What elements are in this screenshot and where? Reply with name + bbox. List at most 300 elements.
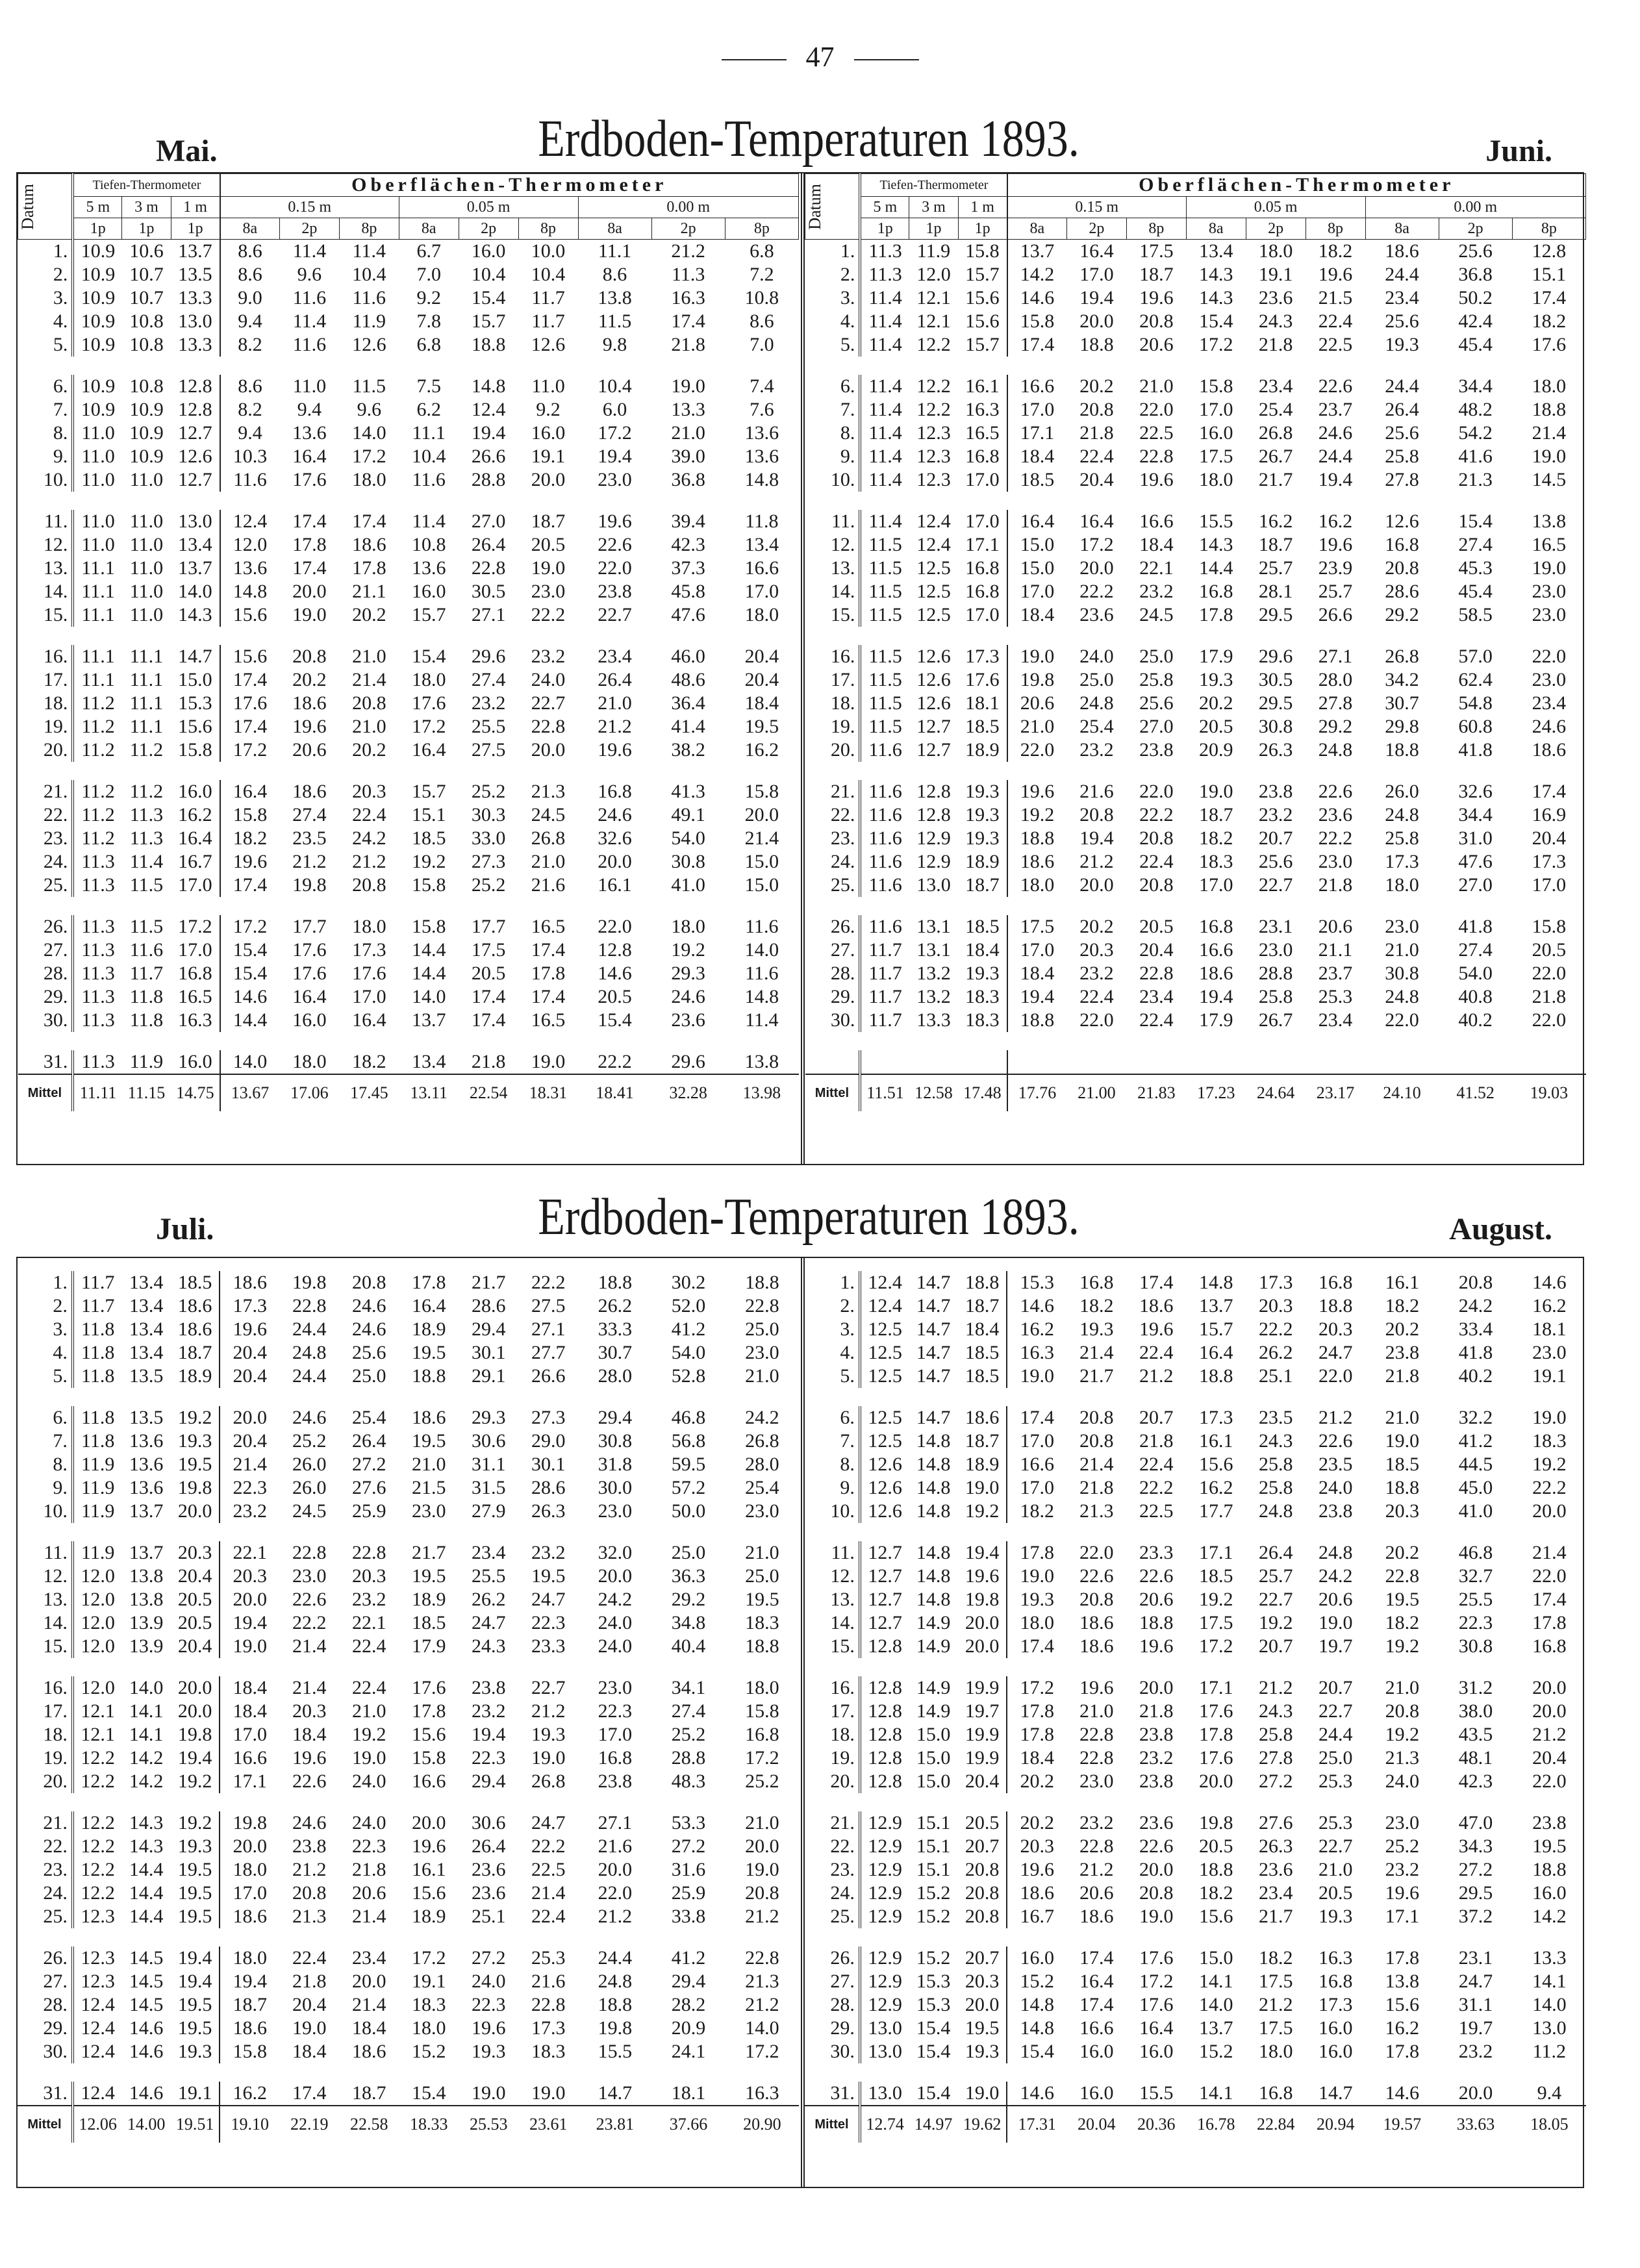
cell: 27.5 (531, 1295, 566, 1317)
cell: 25.4 (745, 1477, 779, 1498)
cell: 11.1 (81, 669, 115, 690)
cell: 29.6 (471, 646, 506, 667)
cell: 12.9 (868, 1859, 902, 1880)
cell: 16.8 (958, 580, 1007, 603)
cell: 18.0 (352, 916, 386, 937)
cell: 19.0 (958, 2082, 1007, 2106)
cell: 25.2 (471, 874, 506, 896)
cell: 22.0 (1079, 1542, 1114, 1563)
cell: 18.6 (233, 1272, 268, 1293)
cell: 12.4 (471, 399, 506, 420)
cell: 15.0 (744, 851, 779, 872)
table-row (18, 1406, 799, 1430)
cell: 23.2 (471, 1700, 506, 1722)
table-row (805, 645, 1586, 668)
cell: 12.8 (171, 398, 220, 422)
cell: 21.3 (745, 1971, 779, 1992)
cell: 16.3 (171, 1009, 220, 1032)
table-row (805, 1476, 1586, 1500)
cell: 30.3 (471, 804, 506, 825)
cell: 23.0 (1385, 916, 1419, 937)
cell: 27.7 (531, 1342, 566, 1363)
day-label: 12. (805, 533, 861, 557)
cell: 16.5 (958, 422, 1007, 445)
cell: 46.8 (1458, 1542, 1493, 1563)
cell: 17.0 (598, 1724, 633, 1745)
cell: 12.9 (868, 1994, 902, 2015)
cell: 24.8 (598, 1971, 633, 1992)
cell: 12.2 (916, 399, 951, 420)
cell: 17.2 (598, 422, 632, 444)
mittel-cell: 24.10 (1365, 1074, 1439, 1111)
cell: 43.5 (1458, 1724, 1493, 1745)
cell: 15.1 (916, 1835, 951, 1857)
cell: 27.2 (471, 1947, 506, 1969)
cell: 18.3 (531, 2041, 566, 2062)
cell: 23.7 (1318, 963, 1353, 984)
cell: 32.0 (598, 1542, 633, 1563)
cell: 11.7 (531, 310, 565, 332)
cell: 15.7 (411, 781, 446, 802)
cell: 24.4 (598, 1947, 633, 1969)
cell: 18.0 (744, 604, 779, 625)
cell: 23.6 (1258, 287, 1293, 309)
cell: 25.5 (471, 716, 506, 737)
day-label: 17. (18, 668, 73, 692)
cell: 18.6 (412, 1407, 446, 1428)
cell: 20.0 (1079, 310, 1114, 332)
cell: 23.4 (1258, 1882, 1293, 1904)
table-row (805, 1365, 1586, 1388)
cell: 17.4 (1079, 1994, 1114, 2015)
cell: 25.8 (1258, 1477, 1293, 1498)
cell: 17.3 (1258, 1272, 1293, 1293)
cell: 18.6 (1139, 1295, 1174, 1317)
day-label: 2. (805, 1294, 860, 1318)
cell: 18.1 (958, 692, 1007, 715)
cell: 14.4 (233, 1009, 268, 1031)
cell: 19.6 (1318, 534, 1353, 555)
cell: 11.2 (129, 739, 164, 761)
cell: 17.8 (1020, 1700, 1055, 1722)
cell: 22.0 (598, 557, 632, 579)
cell: 23.2 (1079, 739, 1114, 761)
table-row (805, 2040, 1586, 2063)
table-row (805, 398, 1586, 422)
cell: 18.5 (958, 915, 1007, 939)
cell: 11.0 (81, 510, 115, 532)
cell: 20.0 (233, 1835, 268, 1857)
mittel-label: Mittel (805, 2106, 860, 2143)
cell: 22.1 (352, 1612, 386, 1633)
cell: 11.5 (129, 916, 164, 937)
cell: 40.8 (1458, 986, 1493, 1007)
cell: 10.4 (531, 264, 566, 285)
day-label: 16. (18, 1676, 73, 1700)
cell: 17.6 (292, 939, 327, 961)
cell: 9.8 (602, 334, 627, 355)
cell: 14.7 (916, 1365, 951, 1387)
cell: 24.7 (471, 1612, 506, 1633)
cell: 19.4 (233, 1612, 268, 1633)
cell: 11.2 (81, 716, 115, 737)
cell: 24.7 (531, 1589, 566, 1610)
day-label: 25. (805, 874, 861, 897)
day-label: 31. (805, 2082, 860, 2106)
table-row (805, 557, 1586, 580)
table-row (805, 1341, 1586, 1365)
cell: 13.6 (233, 557, 268, 579)
page-number: 47 (805, 41, 835, 73)
mittel-cell: 20.36 (1126, 2106, 1186, 2143)
cell: 19.3 (958, 2040, 1007, 2063)
cell: 15.7 (411, 604, 446, 625)
cell: 21.0 (1385, 1677, 1420, 1698)
cell: 62.4 (1458, 669, 1493, 690)
cell: 27.2 (1458, 1859, 1493, 1880)
day-label: 31. (18, 2082, 73, 2106)
cell: 13.6 (129, 1477, 164, 1498)
cell: 24.2 (1318, 1565, 1353, 1587)
cell: 21.4 (1079, 1454, 1114, 1475)
cell: 20.5 (471, 963, 506, 984)
table-row (18, 1500, 799, 1523)
cell: 7.6 (750, 399, 774, 420)
cell: 25.0 (671, 1542, 706, 1563)
cell: 31.6 (671, 1859, 706, 1880)
table-row (805, 738, 1586, 762)
cell: 45.0 (1458, 1477, 1493, 1498)
cell: 12.7 (868, 1612, 902, 1633)
cell: 18.8 (745, 1635, 779, 1657)
cell: 22.4 (1139, 1454, 1174, 1475)
cell: 18.8 (1199, 1365, 1233, 1387)
cell: 20.4 (1139, 939, 1174, 961)
cell: 12.5 (916, 604, 951, 625)
cell: 22.2 (531, 604, 566, 625)
cell: 17.4 (531, 939, 566, 961)
cell: 41.8 (1458, 916, 1493, 937)
cell: 41.8 (1458, 739, 1493, 761)
table-row (18, 2082, 799, 2106)
cell: 14.1 (1199, 2082, 1233, 2104)
cell: 10.9 (129, 422, 164, 444)
table-row (805, 333, 1586, 357)
mittel-cell: 22.84 (1246, 2106, 1306, 2143)
cell: 12.8 (868, 1700, 902, 1722)
cell: 16.0 (1318, 2017, 1353, 2039)
cell: 11.7 (868, 963, 902, 984)
cell: 21.2 (1139, 1365, 1174, 1387)
cell: 19.6 (598, 739, 632, 761)
cell: 14.3 (129, 1835, 164, 1857)
mittel-cell: 19.62 (958, 2106, 1007, 2143)
mittel-cell: 17.06 (279, 1074, 339, 1111)
cell: 18.8 (598, 1994, 633, 2015)
mittel-cell: 17.31 (1007, 2106, 1066, 2143)
cell: 15.0 (1020, 534, 1055, 555)
cell: 20.6 (292, 739, 327, 761)
cell: 11.1 (129, 669, 164, 690)
cell: 13.2 (916, 986, 951, 1007)
cell: 14.2 (129, 1747, 164, 1769)
day-label: 23. (805, 1858, 860, 1882)
cell: 41.2 (671, 1318, 706, 1340)
cell: 9.2 (416, 287, 441, 309)
cell: 24.8 (292, 1342, 327, 1363)
cell: 20.8 (1139, 827, 1174, 849)
cell: 12.2 (81, 1835, 115, 1857)
cell: 8.6 (750, 310, 774, 332)
cell: 18.2 (1385, 1612, 1420, 1633)
cell: 11.1 (129, 716, 164, 737)
cell: 21.0 (352, 646, 386, 667)
table-row (805, 1676, 1586, 1700)
cell: 26.8 (531, 827, 566, 849)
cell: 24.0 (1385, 1770, 1420, 1792)
cell: 20.5 (1318, 1882, 1353, 1904)
cell: 11.5 (868, 716, 902, 737)
cell: 22.1 (1139, 557, 1174, 579)
cell: 15.4 (916, 2041, 951, 2062)
day-label: 23. (18, 1858, 73, 1882)
cell: 21.0 (1020, 716, 1055, 737)
cell: 19.9 (958, 1746, 1007, 1770)
cell: 25.2 (292, 1430, 327, 1452)
cell: 19.8 (958, 1588, 1007, 1611)
cell: 36.3 (671, 1565, 706, 1587)
cell: 6.8 (416, 334, 441, 355)
cell: 32.7 (1458, 1565, 1493, 1587)
day-label: 13. (805, 557, 861, 580)
cell: 12.7 (171, 422, 220, 445)
cell: 19.2 (1532, 1454, 1567, 1475)
cell: 14.3 (171, 603, 220, 627)
mittel-cell: 18.41 (578, 1074, 651, 1111)
cell: 25.4 (1079, 716, 1114, 737)
cell: 17.4 (1532, 781, 1567, 802)
cell: 20.0 (598, 1859, 633, 1880)
cell: 16.0 (1079, 2041, 1114, 2062)
cell: 17.3 (352, 939, 386, 961)
mittel-row (18, 2106, 799, 2143)
cell: 19.2 (1385, 1635, 1420, 1657)
cell: 14.8 (916, 1542, 951, 1563)
cell: 21.0 (598, 692, 632, 714)
cell: 12.7 (868, 1565, 902, 1587)
mittel-cell: 20.04 (1066, 2106, 1126, 2143)
depth-015m: 0.15 m (1007, 197, 1187, 218)
cell: 17.0 (958, 603, 1007, 627)
day-label: 27. (805, 939, 861, 962)
cell: 12.7 (868, 1589, 902, 1610)
time-t1p: 1p (909, 218, 958, 240)
cell (1126, 1050, 1186, 1074)
cell: 11.4 (868, 287, 902, 309)
cell: 15.6 (233, 604, 268, 625)
cell: 20.8 (292, 646, 327, 667)
cell: 23.8 (1385, 1342, 1420, 1363)
cell: 11.8 (81, 1407, 115, 1428)
day-label: 21. (805, 780, 861, 803)
cell: 23.4 (1139, 986, 1174, 1007)
cell: 14.1 (129, 1724, 164, 1745)
cell: 19.2 (1385, 1724, 1420, 1745)
cell: 14.8 (1020, 1994, 1055, 2015)
day-label: 14. (805, 1611, 860, 1635)
table-row (805, 375, 1586, 398)
cell: 34.4 (1458, 804, 1493, 825)
cell: 16.7 (171, 850, 220, 874)
cell: 16.1 (1385, 1272, 1420, 1293)
day-label: 27. (18, 939, 73, 962)
cell: 29.4 (598, 1407, 633, 1428)
cell: 18.2 (1318, 240, 1353, 262)
cell: 11.7 (129, 963, 164, 984)
table-row (805, 1588, 1586, 1611)
cell: 17.8 (412, 1700, 446, 1722)
cell: 22.7 (1318, 1835, 1353, 1857)
cell: 15.8 (411, 874, 446, 896)
cell: 27.4 (1458, 939, 1493, 961)
cell: 27.0 (1139, 716, 1174, 737)
cell: 19.3 (958, 962, 1007, 985)
cell: 12.2 (81, 1812, 115, 1833)
cell: 22.6 (1139, 1565, 1174, 1587)
cell: 19.3 (958, 780, 1007, 803)
cell (909, 1050, 958, 1074)
cell: 12.6 (352, 334, 386, 355)
cell: 17.6 (292, 469, 327, 490)
cell: 12.9 (916, 851, 951, 872)
cell: 17.1 (1020, 422, 1055, 444)
cell: 11.3 (129, 827, 164, 849)
cell: 14.0 (233, 1051, 268, 1072)
cell: 11.3 (81, 986, 115, 1007)
cell: 17.8 (1385, 2041, 1420, 2062)
cell: 18.6 (1079, 1906, 1114, 1927)
cell: 30.8 (1258, 716, 1293, 737)
cell: 26.7 (1258, 446, 1293, 467)
cell: 21.8 (1079, 1477, 1114, 1498)
cell: 18.8 (471, 334, 506, 355)
cell: 18.5 (1199, 1565, 1233, 1587)
cell: 24.2 (1458, 1295, 1493, 1317)
cell: 15.8 (233, 804, 268, 825)
cell: 18.8 (1020, 1009, 1055, 1031)
cell: 13.6 (292, 422, 327, 444)
table-row (805, 803, 1586, 827)
cell: 20.0 (531, 739, 566, 761)
cell: 14.9 (916, 1612, 951, 1633)
table-row (18, 2017, 799, 2040)
cell: 22.3 (471, 1994, 506, 2015)
table-row (805, 1723, 1586, 1746)
day-label: 11. (18, 1541, 73, 1565)
table-row (805, 1318, 1586, 1341)
cell: 24.8 (1258, 1500, 1293, 1522)
mittel-cell: 41.52 (1439, 1074, 1512, 1111)
tiefen-header: Tiefen-Thermometer (73, 174, 220, 197)
cell: 13.3 (916, 1009, 951, 1031)
cell: 19.3 (1079, 1318, 1114, 1340)
cell: 25.7 (1318, 581, 1353, 602)
cell: 17.8 (531, 963, 566, 984)
cell: 19.5 (171, 1882, 220, 1905)
cell: 42.4 (1458, 310, 1493, 332)
cell: 13.5 (129, 1365, 164, 1387)
month-left-top: Mai. (156, 134, 218, 168)
day-label: 3. (18, 286, 73, 310)
cell: 15.4 (1198, 310, 1233, 332)
cell: 14.3 (129, 1812, 164, 1833)
cell: 9.6 (297, 264, 322, 285)
cell: 41.3 (671, 781, 705, 802)
cell: 22.2 (531, 1835, 566, 1857)
cell: 18.6 (1532, 739, 1567, 761)
cell: 18.0 (412, 2017, 446, 2039)
cell: 7.2 (750, 264, 774, 285)
cell: 15.0 (916, 1747, 951, 1769)
cell: 13.2 (916, 963, 951, 984)
cell: 23.7 (1318, 399, 1353, 420)
cell: 21.0 (671, 422, 705, 444)
cell: 17.4 (531, 986, 566, 1007)
cell: 13.4 (129, 1295, 164, 1317)
cell: 21.0 (412, 1454, 446, 1475)
cell: 41.6 (1458, 446, 1493, 467)
cell: 18.5 (171, 1271, 220, 1294)
cell: 22.2 (1532, 1477, 1567, 1498)
cell: 12.8 (916, 781, 951, 802)
cell: 16.4 (412, 1295, 446, 1317)
cell: 11.8 (81, 1342, 115, 1363)
cell: 12.9 (868, 1906, 902, 1927)
cell: 18.0 (233, 1859, 268, 1880)
cell: 16.8 (958, 445, 1007, 468)
table-row (805, 715, 1586, 738)
cell: 15.6 (1199, 1906, 1233, 1927)
cell: 20.8 (1458, 1272, 1493, 1293)
cell: 14.7 (916, 1295, 951, 1317)
cell: 24.3 (1258, 310, 1293, 332)
cell: 17.2 (1139, 1971, 1174, 1992)
day-label: 4. (18, 1341, 73, 1365)
cell: 14.8 (916, 1454, 951, 1475)
cell: 20.3 (171, 1541, 220, 1565)
cell: 18.7 (531, 510, 566, 532)
cell: 27.6 (352, 1477, 386, 1498)
day-label: 25. (18, 1905, 73, 1928)
cell: 14.4 (411, 963, 446, 984)
depth-5m: 5 m (73, 197, 121, 218)
cell: 25.8 (1385, 827, 1419, 849)
cell: 21.2 (292, 851, 327, 872)
mittel-cell: 18.33 (399, 2106, 459, 2143)
table-row (18, 1588, 799, 1611)
cell: 17.0 (171, 939, 220, 962)
cell: 13.7 (129, 1500, 164, 1522)
table-row (805, 445, 1586, 468)
cell: 20.0 (1532, 1677, 1567, 1698)
cell: 30.7 (598, 1342, 633, 1363)
cell: 24.7 (1458, 1971, 1493, 1992)
cell: 17.3 (958, 645, 1007, 668)
cell: 19.6 (1020, 1859, 1055, 1880)
cell: 24.6 (1532, 716, 1567, 737)
cell: 20.9 (1198, 739, 1233, 761)
table-row (805, 2017, 1586, 2040)
